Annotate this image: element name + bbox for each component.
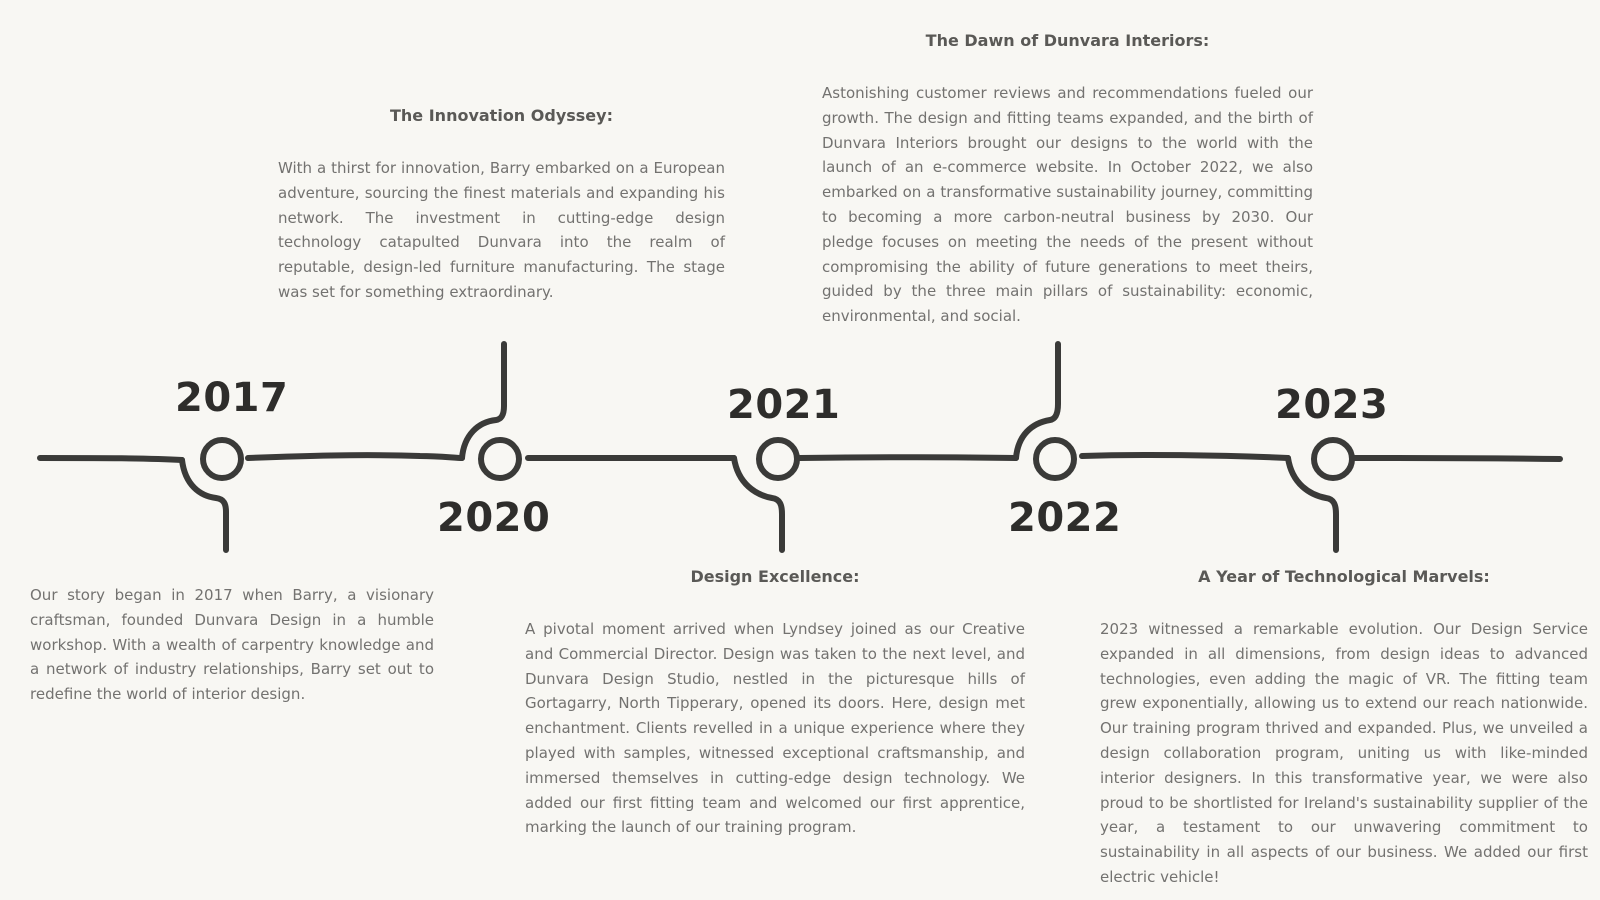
year-2021: 2021 xyxy=(727,382,841,428)
milestone-2017-text: Our story began in 2017 when Barry, a visionary craftsman, founded Dunvara Design in a humble workshop. With a wealth of carpentry knowledge and a network of industry relationships, Barry set out to redefine the world of interior design. xyxy=(30,586,434,704)
milestone-2021 xyxy=(525,567,1025,840)
year-2017: 2017 xyxy=(175,375,289,421)
milestone-2023-title: A Year of Technological Marvels: xyxy=(1198,567,1490,586)
node-2022 xyxy=(1036,440,1074,478)
year-2020: 2020 xyxy=(437,495,551,541)
milestone-2020-title: The Innovation Odyssey: xyxy=(390,106,613,125)
year-2023: 2023 xyxy=(1275,382,1389,428)
node-2017 xyxy=(203,440,241,478)
milestone-2020-text: With a thirst for innovation, Barry embarked on a European adventure, sourcing the finest materials and expanding his network. The investment in cutting-edge design technology catapulted Dunvara into the realm of reputable, design-led furniture manufacturing. The stage was set for something extraordinary. xyxy=(278,159,725,301)
milestone-2022 xyxy=(822,31,1313,329)
node-2020 xyxy=(481,440,519,478)
node-2023 xyxy=(1314,440,1352,478)
milestone-2023-text: 2023 witnessed a remarkable evolution. Our Design Service expanded in all dimensions, from design ideas to advanced technologies, even adding the magic of VR. The fitting team grew exponentially, allowing us to extend our reach nationwide. Our training program thrived and expanded. Plus, we unveiled a design collaboration program, uniting us with like-minded interior designers. In this transformative year, we were also proud to be shortlisted for Ireland's sustainability supplier of the year, a testament to our unwavering commitment to sustainability in all aspects of our business. We added our first electric vehicle! xyxy=(1100,620,1588,886)
milestone-2022-title: The Dawn of Dunvara Interiors: xyxy=(925,31,1210,50)
milestone-2023 xyxy=(1100,567,1588,890)
milestone-2020 xyxy=(278,106,725,305)
node-2021 xyxy=(759,440,797,478)
milestone-2022-text: Astonishing customer reviews and recommendations fueled our growth. The design and fitting teams expanded, and the birth of Dunvara Interiors brought our designs to the world with the launch of an e-commerce website. In October 2022, we also embarked on a transformative sustainability journey, committing to becoming a more carbon-neutral business by 2030. Our pledge focuses on meeting the needs of the present without compromising the ability of future generations to meet theirs, guided by the three main pillars of sustainability: economic, environmental, and social. xyxy=(822,84,1313,326)
year-2022: 2022 xyxy=(1008,495,1122,541)
milestone-2021-title: Design Excellence: xyxy=(690,567,860,586)
milestone-2017 xyxy=(30,583,434,707)
milestone-2021-text: A pivotal moment arrived when Lyndsey joined as our Creative and Commercial Director. Design was taken to the next level, and Dunvara Design Studio, nestled in the picturesque hills of Gortagarry, North Tipperary, opened its doors. Here, design met enchantment. Clients revelled in a unique experience where they played with samples, witnessed exceptional craftsmanship, and immersed themselves in cutting-edge design technology. We added our first fitting team and welcomed our first apprentice, marking the launch of our training program. xyxy=(525,620,1025,837)
